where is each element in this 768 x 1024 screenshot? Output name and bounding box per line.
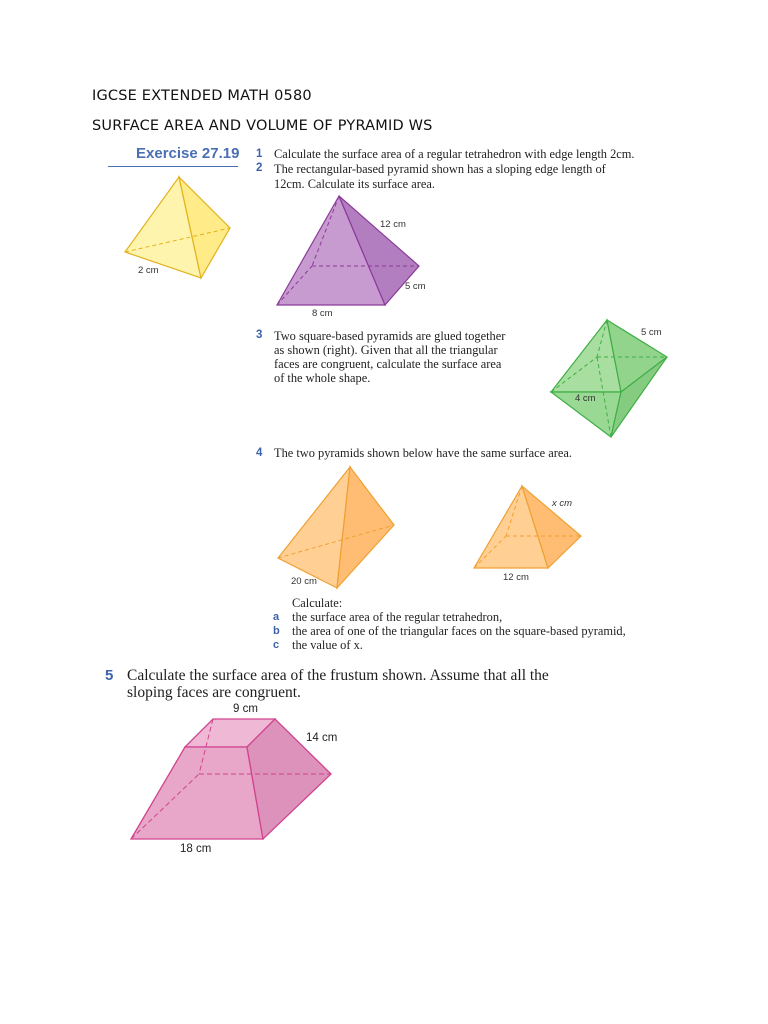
question-2-line-1: The rectangular-based pyramid shown has a sloping edge length of: [274, 162, 606, 176]
rect-pyramid-width-label: 5 cm: [405, 281, 426, 292]
question-2-line-2: 12cm. Calculate its surface area.: [274, 177, 435, 191]
question-3-number: 3: [256, 329, 263, 341]
part-b-letter: b: [273, 625, 280, 637]
rect-pyramid-slant-label: 12 cm: [380, 219, 406, 230]
tetrahedron-q4-edge-label: 20 cm: [291, 576, 317, 587]
question-1-number: 1: [256, 148, 263, 160]
question-3-line-1: Two square-based pyramids are glued together: [274, 329, 506, 343]
square-pyramid-base-label: 12 cm: [503, 572, 529, 583]
question-3-line-4: of the whole shape.: [274, 371, 371, 385]
part-c-letter: c: [273, 639, 280, 651]
question-1-text: Calculate the surface area of a regular tetrahedron with edge length 2cm.: [274, 147, 635, 161]
question-5-line-2: sloping faces are congruent.: [127, 684, 301, 701]
frustum-base-label: 18 cm: [180, 843, 212, 855]
frustum-top-label: 9 cm: [233, 703, 258, 715]
rect-pyramid-length-label: 8 cm: [312, 308, 333, 319]
question-3-line-3: faces are congruent, calculate the surface area: [274, 357, 502, 371]
question-3-line-2: as shown (right). Given that all the triangular: [274, 343, 498, 357]
question-2-number: 2: [256, 162, 263, 174]
octahedron-base-edge-label: 4 cm: [575, 393, 596, 404]
question-4-calculate: Calculate:: [292, 596, 343, 610]
tetrahedron-q1-edge-label: 2 cm: [138, 265, 159, 276]
part-a-letter: a: [273, 611, 280, 623]
octahedron-top-edge-label: 5 cm: [641, 327, 662, 338]
question-5-line-1: Calculate the surface area of the frustum shown. Assume that all the: [127, 667, 549, 684]
question-4-number: 4: [256, 447, 263, 459]
question-5-number: 5: [105, 667, 114, 684]
part-a-text: the surface area of the regular tetrahedron,: [292, 610, 503, 624]
worksheet-title: SURFACE AREA AND VOLUME OF PYRAMID WS: [92, 118, 433, 134]
frustum-slant-label: 14 cm: [306, 732, 338, 744]
exercise-title: Exercise 27.19: [136, 145, 240, 162]
part-c-text: the value of x.: [292, 638, 363, 652]
square-pyramid-slant-label: x cm: [552, 498, 573, 509]
document-title: IGCSE EXTENDED MATH 0580: [92, 88, 312, 104]
part-b-text: the area of one of the triangular faces on the square-based pyramid,: [292, 624, 626, 638]
frustum-q5-shape: [131, 719, 331, 839]
question-4-text: The two pyramids shown below have the same surface area.: [274, 446, 572, 460]
